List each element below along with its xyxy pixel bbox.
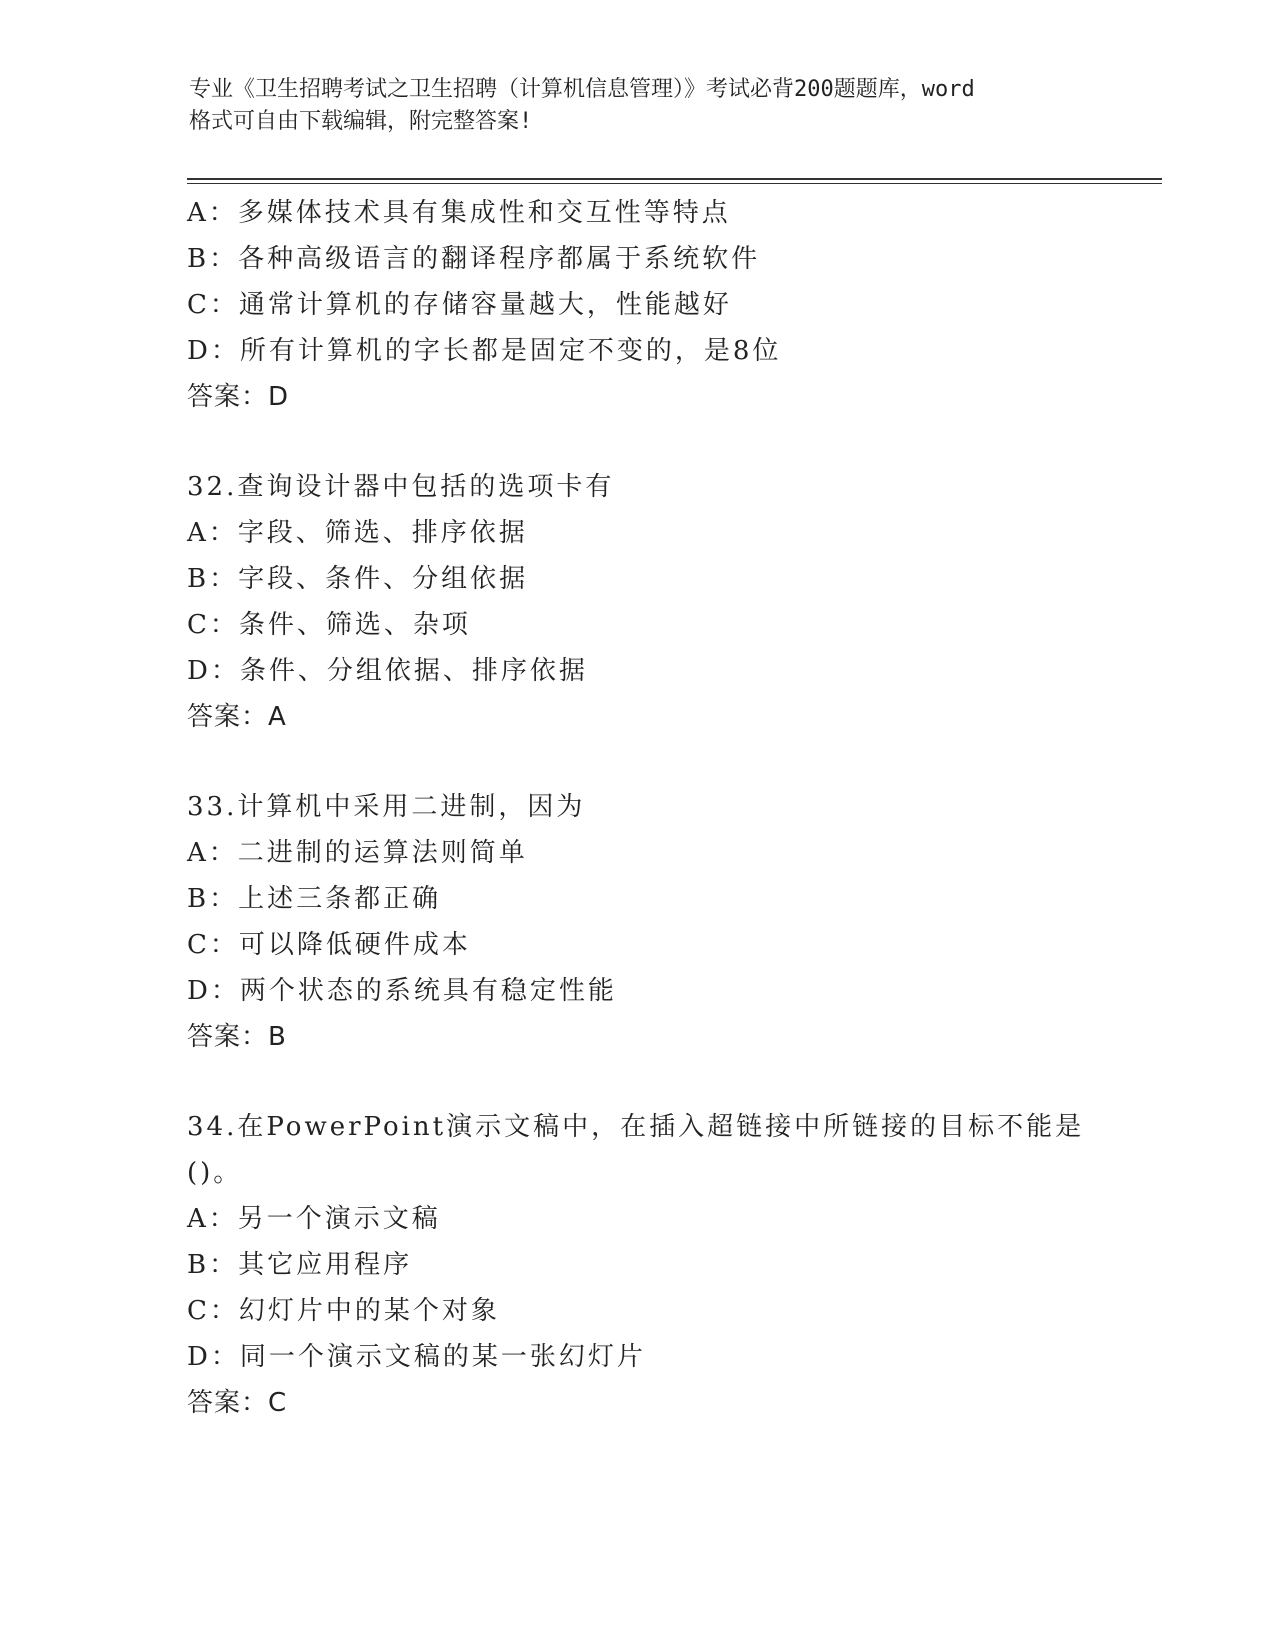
question-34 (187, 1104, 1127, 1426)
option-a: A：另一个演示文稿 (187, 1204, 441, 1234)
option-d: D：所有计算机的字长都是固定不变的，是8位 (187, 336, 782, 366)
question-31 (187, 190, 1127, 420)
header-divider-thin (187, 183, 1162, 184)
question-stem-continued: ()。 (187, 1158, 243, 1188)
question-spacer (187, 1060, 1127, 1104)
option-d: D：同一个演示文稿的某一张幻灯片 (187, 1342, 646, 1372)
question-stem: 33.计算机中采用二进制，因为 (187, 792, 586, 822)
header-line-1: 专业《卫生招聘考试之卫生招聘（计算机信息管理）》考试必背200题题库，word (189, 77, 975, 102)
header-divider-thick (187, 178, 1162, 180)
answer-line: 答案：D (187, 382, 290, 412)
option-b: B：各种高级语言的翻译程序都属于系统软件 (187, 244, 761, 274)
option-a: A：多媒体技术具有集成性和交互性等特点 (187, 198, 731, 228)
question-list (187, 190, 1127, 1426)
answer-line: 答案：A (187, 702, 287, 732)
header-line-2: 格式可自由下载编辑，附完整答案! (189, 109, 533, 134)
answer-line: 答案：B (187, 1022, 287, 1052)
option-b: B：上述三条都正确 (187, 884, 442, 914)
option-c: C：条件、筛选、杂项 (187, 610, 471, 640)
option-c: C：幻灯片中的某个对象 (187, 1296, 500, 1326)
question-stem: 34.在PowerPoint演示文稿中，在插入超链接中所链接的目标不能是 (187, 1112, 1085, 1142)
option-a: A：字段、筛选、排序依据 (187, 518, 528, 548)
option-c: C：可以降低硬件成本 (187, 930, 471, 960)
answer-line: 答案：C (187, 1388, 288, 1418)
option-d: D：条件、分组依据、排序依据 (187, 656, 588, 686)
option-c: C：通常计算机的存储容量越大，性能越好 (187, 290, 732, 320)
option-d: D：两个状态的系统具有稳定性能 (187, 976, 617, 1006)
option-b: B：其它应用程序 (187, 1250, 413, 1280)
document-header (189, 74, 1109, 138)
question-stem: 32.查询设计器中包括的选项卡有 (187, 472, 615, 502)
option-b: B：字段、条件、分组依据 (187, 564, 529, 594)
question-spacer (187, 420, 1127, 464)
question-spacer (187, 740, 1127, 784)
question-32 (187, 464, 1127, 740)
question-33 (187, 784, 1127, 1060)
option-a: A：二进制的运算法则简单 (187, 838, 528, 868)
